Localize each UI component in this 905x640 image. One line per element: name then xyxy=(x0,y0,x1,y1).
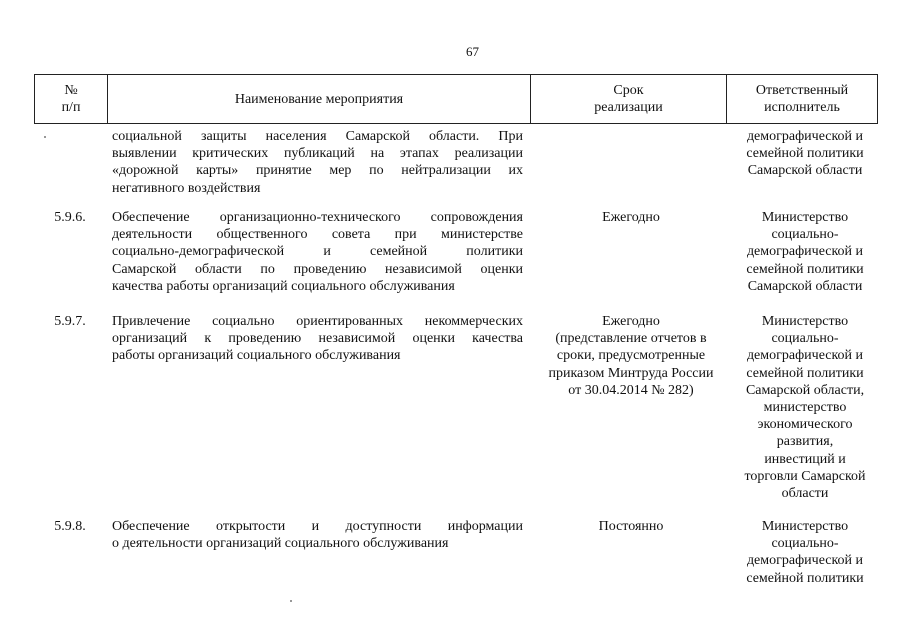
text-line: «дорожной карты» принятие мер по нейтрализации их xyxy=(112,163,523,179)
header-responsible-line: исполнитель xyxy=(764,100,840,115)
text-line: социальной защиты населения Самарской области. При xyxy=(112,129,523,144)
text-line: о деятельности организаций социального обслуживания xyxy=(112,536,449,552)
header-term xyxy=(530,75,726,123)
row-name xyxy=(112,209,523,295)
row-responsible xyxy=(735,518,875,587)
text-line: демографической и xyxy=(746,244,864,260)
row-responsible xyxy=(735,209,875,295)
text-line: социально- xyxy=(771,331,839,347)
text-line: социально-демографической и семейной политики xyxy=(112,244,523,260)
text-line: социально- xyxy=(771,227,839,243)
text-line: министерство xyxy=(763,400,847,416)
text-line: развития, xyxy=(776,434,834,450)
text-line: Самарской области по проведению независимой оценки xyxy=(112,261,523,277)
text-line: экономического xyxy=(757,417,853,433)
text-line: Привлечение социально ориентированных некоммерческих xyxy=(112,314,523,329)
header-number-line: № xyxy=(64,83,78,98)
header-responsible-line: Ответственный xyxy=(755,83,849,98)
text-line: социально- xyxy=(771,536,839,552)
row-responsible xyxy=(735,128,875,180)
row-name xyxy=(112,128,523,197)
text-line: деятельности общественного совета при министерстве xyxy=(112,227,523,243)
text-line: Министерство xyxy=(761,314,849,329)
text-line: Ежегодно xyxy=(602,210,660,225)
header-number xyxy=(35,75,107,123)
text-line: Самарской области, xyxy=(745,382,865,398)
text-line: организаций к проведению независимой оценки качества xyxy=(112,331,523,347)
text-line: (представление отчетов в xyxy=(555,331,707,347)
scan-speck xyxy=(44,136,46,138)
row-number: 5.9.6. xyxy=(54,210,86,225)
text-line: работы организаций социального обслуживания xyxy=(112,348,401,364)
text-line: торговли Самарской xyxy=(744,468,866,484)
text-line: Постоянно xyxy=(598,519,664,534)
text-line: качества работы организаций социального обслуживания xyxy=(112,278,455,294)
header-responsible xyxy=(726,75,877,123)
text-line: демографической и xyxy=(746,348,864,364)
text-line: семейной политики xyxy=(746,570,864,586)
text-line: семейной политики xyxy=(746,146,864,162)
scan-speck xyxy=(290,600,292,602)
text-line: Самарской области xyxy=(747,163,863,179)
text-line: негативного воздействия xyxy=(112,180,261,196)
row-name xyxy=(112,518,523,552)
row-number: 5.9.7. xyxy=(54,314,86,329)
row-name xyxy=(112,313,523,365)
text-line: от 30.04.2014 № 282) xyxy=(568,382,694,398)
text-line: приказом Минтруда России xyxy=(548,365,714,381)
header-name: Наименование мероприятия xyxy=(107,75,530,123)
table-header xyxy=(34,74,878,124)
text-line: демографической и xyxy=(746,553,864,569)
text-line: Обеспечение организационно-технического сопровождения xyxy=(112,210,523,225)
text-line: Ежегодно xyxy=(602,314,660,329)
header-term-line: реализации xyxy=(594,100,663,115)
text-line: области xyxy=(781,486,829,502)
text-line: сроки, предусмотренные xyxy=(556,348,706,364)
text-line: выявлении критических публикаций на этапах реализации xyxy=(112,146,523,162)
text-line: инвестиций и xyxy=(764,451,846,467)
text-line: Обеспечение открытости и доступности информации xyxy=(112,519,523,534)
row-term xyxy=(534,209,728,226)
text-line: Самарской области xyxy=(747,278,863,294)
header-term-line: Срок xyxy=(613,83,644,98)
row-responsible xyxy=(735,313,875,502)
text-line: семейной политики xyxy=(746,365,864,381)
text-line: семейной политики xyxy=(746,261,864,277)
row-number: 5.9.8. xyxy=(54,519,86,534)
text-line: Министерство xyxy=(761,519,849,534)
header-number-line: п/п xyxy=(61,100,81,115)
row-term xyxy=(534,518,728,535)
text-line: Министерство xyxy=(761,210,849,225)
row-term xyxy=(534,313,728,399)
page-number: 67 xyxy=(466,44,479,59)
text-line: демографической и xyxy=(746,129,864,144)
